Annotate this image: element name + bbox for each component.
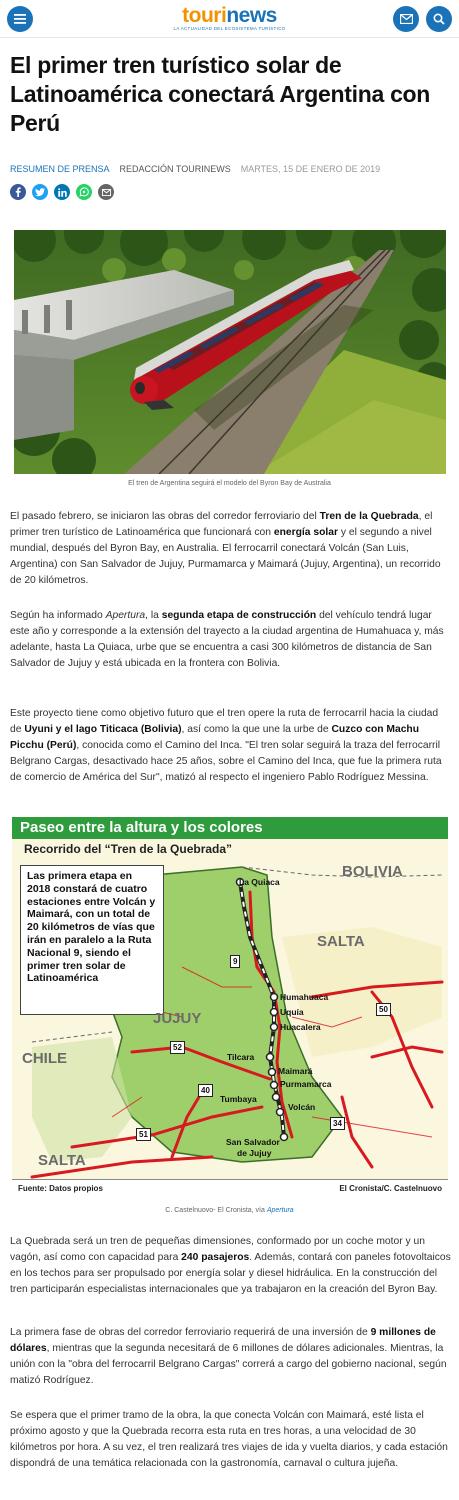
region-label: BOLIVIA xyxy=(342,863,403,880)
road-marker: 40 xyxy=(198,1084,213,1097)
map-caption: C. Castelnuovo- El Cronista, vía Apertura xyxy=(165,1207,294,1214)
road-marker: 51 xyxy=(136,1128,151,1141)
share-whatsapp-button[interactable] xyxy=(76,184,92,200)
town-label: Uquía xyxy=(280,1007,304,1017)
road-marker: 52 xyxy=(170,1041,185,1054)
apertura-link[interactable]: Apertura xyxy=(266,1207,294,1214)
logo-part-touri: touri xyxy=(182,4,227,27)
p1-highlight-train: Tren de la Quebrada xyxy=(319,511,419,522)
road-marker: 50 xyxy=(376,1003,391,1016)
logo-tagline: LA ACTUALIDAD DEL ECOSISTEMA TURÍSTICO xyxy=(173,26,286,31)
logo-part-news: news xyxy=(226,4,277,27)
site-logo[interactable] xyxy=(0,5,459,32)
paragraph-5: La primera fase de obras del corredor ferroviario requerirá de una inversión de 9 millones de dólares, mientras que la segunda necesitará de 6 millones de dólares adicionales. Mientras, la unión con la "obra del ferrocarril Belgrano Cargas" correrá a cargo del gobierno nacional, según matizó Rodríguez. xyxy=(10,1327,447,1386)
paragraph-1: El pasado febrero, se iniciaron las obras del corredor ferroviario del Tren de la Quebrada, el primer tren turístico de Latinoamérica que funcionará con energía solar y el segundo a nivel mundial, después del Byron Bay, en Australia. El ferrocarril conectará Volcán (San Luis, Argentina) con San Salvador de Jujuy, Purmamarca y Maimará (Jujuy, Argentina), un recorrido de 20 kilómetros. xyxy=(10,511,441,586)
share-email-button[interactable] xyxy=(98,184,114,200)
publish-date: MARTES, 15 DE ENERO DE 2019 xyxy=(240,164,381,174)
paragraph-2: Según ha informado Apertura, la segunda etapa de construcción del vehículo tendrá lugar este año y corresponde a la extensión del trayecto a la ciudad argentina de Humahuaca y, más adelante, hasta La Quiaca, urbe que se encuentra a casi 300 kilómetros de distancia de San Salvador de Jujuy y está ubicada en la frontera con Bolivia. xyxy=(10,610,444,669)
town-label: Huacalera xyxy=(280,1022,321,1032)
road-marker: 9 xyxy=(230,955,240,968)
paragraph-6: Se espera que el primer tramo de la obra, la que conecta Volcán con Maimará, esté lista el próximo agosto y que la Quebrada recorra esta ruta en tres horas, a una velocidad de 30 kilómetros por hora. A su vez, el tren realizará tres viajes de ida y vuelta diarios, y cada estación dispondrá de una temática relacionada con la gastronomía, carnaval o cultura jujeña. xyxy=(10,1410,448,1469)
p3-highlight-uyuni: Uyuni y el lago Titicaca (Bolivia) xyxy=(24,724,182,735)
share-bar xyxy=(10,184,114,200)
share-linkedin-button[interactable] xyxy=(54,184,70,200)
town-label: San Salvador xyxy=(226,1137,280,1147)
map-source: Fuente: Datos propios xyxy=(18,1184,103,1193)
map-credit: El Cronista/C. Castelnuovo xyxy=(339,1184,442,1193)
town-label: Purmamarca xyxy=(280,1079,332,1089)
map-info-box: Las primera etapa en 2018 constará de cuatro estaciones entre Volcán y Maimará, con un total de 20 kilómetros de vías que irán en paralelo a la Ruta Nacional 9, siendo el primer tren solar de Latinoamérica xyxy=(20,865,164,1015)
paragraph-4: La Quebrada será un tren de pequeñas dimensiones, conformado por un coche motor y un vagón, así como con capacidad para 240 pasajeros. Además, contará con paneles fotovoltaicos en los techos para ser propulsado por energía solar y diesel hidráulica. En la construcción del tren participarán especialistas internacionales que ya trabajaron en la creación del Byron Bay. xyxy=(10,1236,451,1295)
solar-train-photo xyxy=(14,230,446,474)
map-footer xyxy=(12,1179,448,1197)
article-photo xyxy=(14,230,446,474)
town-label: Humahuaca xyxy=(280,992,329,1002)
p1-highlight-solar: energía solar xyxy=(273,527,338,538)
p4-highlight: 240 pasajeros xyxy=(181,1252,250,1263)
author-link[interactable]: REDACCIÓN TOURINEWS xyxy=(119,164,231,174)
p3-highlight-cuzco: Cuzco con Machu Picchu (Perú) xyxy=(10,724,420,751)
whatsapp-icon xyxy=(79,187,89,197)
share-twitter-button[interactable] xyxy=(32,184,48,200)
article-meta xyxy=(10,164,380,174)
search-button[interactable] xyxy=(426,6,452,32)
town-label: de Jujuy xyxy=(237,1148,272,1158)
town-label: Volcán xyxy=(288,1102,316,1112)
region-label: SALTA xyxy=(317,933,365,950)
region-label: CHILE xyxy=(22,1050,67,1067)
map-subtitle: Recorrido del “Tren de la Quebrada” xyxy=(24,842,233,856)
town-label: La Quiaca xyxy=(239,877,280,887)
site-header xyxy=(0,0,459,38)
photo-caption: El tren de Argentina seguirá el modelo del Byron Bay de Australia xyxy=(128,480,331,487)
article-title: El primer tren turístico solar de Latinoamérica conectará Argentina con Perú xyxy=(10,52,431,136)
category-link[interactable]: RESUMEN DE PRENSA xyxy=(10,164,110,174)
region-label: JUJUY xyxy=(153,1010,202,1027)
newsletter-button[interactable] xyxy=(393,6,419,32)
paragraph-3: Este proyecto tiene como objetivo futuro que el tren opere la ruta de ferrocarril hacia la ciudad de Uyuni y el lago Titicaca (Bolivia), así como la que une la urbe de Cuzco con Machu Picchu (Perú), conocida como el Camino del Inca. "El tren solar seguirá la traza del ferrocarril Belgrano Cargas, desactivado hace 25 años, sobre el Camino del Inca, que fue la primera ruta de comercio de América del Sur", matizó al respecto el ingeniero Pablo Rodríguez Messina. xyxy=(10,708,442,783)
town-label: Tumbaya xyxy=(220,1094,257,1104)
route-map xyxy=(12,817,448,1197)
source-apertura: Apertura xyxy=(105,610,146,621)
facebook-icon xyxy=(14,187,22,197)
town-label: Maimará xyxy=(278,1066,313,1076)
road-marker: 34 xyxy=(330,1117,345,1130)
p5-highlight: 9 millones de dólares xyxy=(10,1327,436,1354)
p2-highlight: segunda etapa de construcción xyxy=(161,610,317,621)
share-facebook-button[interactable] xyxy=(10,184,26,200)
map-title: Paseo entre la altura y los colores xyxy=(12,817,448,839)
town-label: Tilcara xyxy=(227,1052,255,1062)
linkedin-icon xyxy=(58,188,67,197)
region-label: SALTA xyxy=(38,1152,86,1169)
email-icon xyxy=(102,189,111,196)
twitter-icon xyxy=(35,188,45,197)
envelope-icon xyxy=(400,14,413,24)
search-icon xyxy=(433,13,445,25)
